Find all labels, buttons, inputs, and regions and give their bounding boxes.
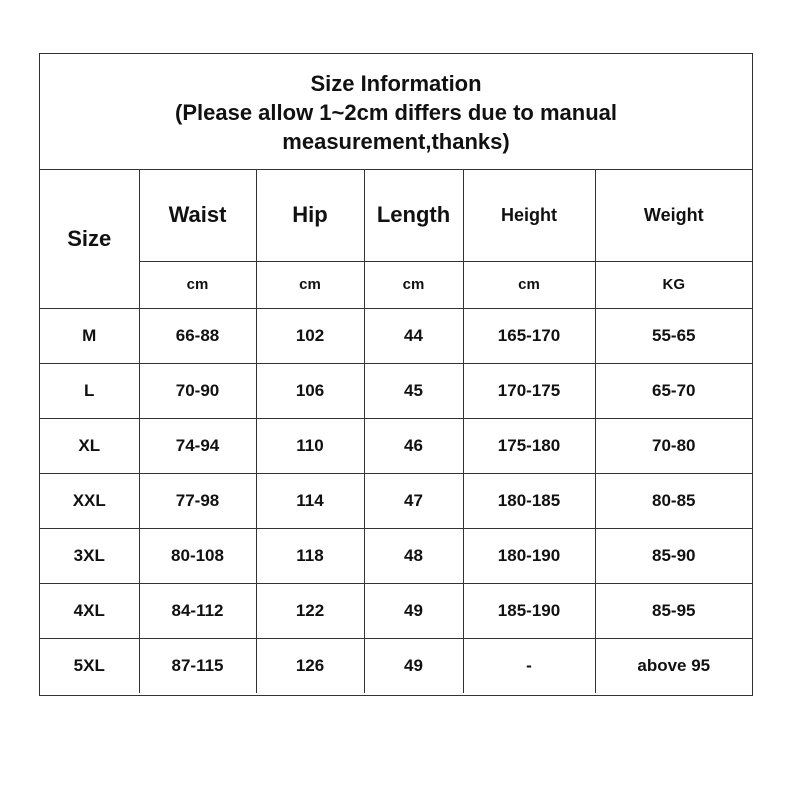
height-cell: 175-180 [463,418,595,473]
height-column-header: Height [463,170,595,261]
waist-unit: cm [139,261,256,308]
title-note-line-1: (Please allow 1~2cm differs due to manual [175,100,617,125]
table-row [40,638,752,693]
table-row [40,583,752,638]
size-cell: M [40,308,139,363]
height-cell: 180-185 [463,473,595,528]
hip-cell: 122 [256,583,364,638]
title-heading: Size Information [310,71,482,96]
hip-cell: 106 [256,363,364,418]
table-row [40,418,752,473]
size-cell: 3XL [40,528,139,583]
height-cell: 165-170 [463,308,595,363]
size-chart [39,53,753,696]
height-unit: cm [463,261,595,308]
weight-cell: 65-70 [595,363,752,418]
height-cell: - [463,638,595,693]
waist-cell: 74-94 [139,418,256,473]
weight-cell: above 95 [595,638,752,693]
table-row [40,528,752,583]
size-table [40,170,752,693]
table-header-row [40,170,752,261]
waist-cell: 84-112 [139,583,256,638]
size-cell: XXL [40,473,139,528]
height-cell: 180-190 [463,528,595,583]
hip-cell: 126 [256,638,364,693]
height-cell: 185-190 [463,583,595,638]
length-column-header: Length [364,170,463,261]
table-row [40,308,752,363]
size-cell: 5XL [40,638,139,693]
length-cell: 45 [364,363,463,418]
size-cell: 4XL [40,583,139,638]
weight-unit: KG [595,261,752,308]
waist-cell: 77-98 [139,473,256,528]
length-cell: 49 [364,583,463,638]
length-cell: 46 [364,418,463,473]
height-cell: 170-175 [463,363,595,418]
weight-cell: 55-65 [595,308,752,363]
weight-cell: 85-90 [595,528,752,583]
weight-cell: 80-85 [595,473,752,528]
hip-cell: 118 [256,528,364,583]
waist-cell: 70-90 [139,363,256,418]
table-row [40,363,752,418]
size-chart-title [40,54,752,170]
table-unit-row [40,261,752,308]
table-row [40,473,752,528]
hip-unit: cm [256,261,364,308]
hip-column-header: Hip [256,170,364,261]
waist-cell: 80-108 [139,528,256,583]
waist-cell: 66-88 [139,308,256,363]
length-cell: 48 [364,528,463,583]
weight-cell: 85-95 [595,583,752,638]
length-cell: 44 [364,308,463,363]
size-cell: L [40,363,139,418]
length-cell: 47 [364,473,463,528]
weight-cell: 70-80 [595,418,752,473]
hip-cell: 102 [256,308,364,363]
waist-cell: 87-115 [139,638,256,693]
title-note-line-2: measurement,thanks) [282,129,510,154]
size-column-header: Size [40,170,139,308]
weight-column-header: Weight [595,170,752,261]
hip-cell: 114 [256,473,364,528]
length-cell: 49 [364,638,463,693]
length-unit: cm [364,261,463,308]
hip-cell: 110 [256,418,364,473]
waist-column-header: Waist [139,170,256,261]
size-cell: XL [40,418,139,473]
